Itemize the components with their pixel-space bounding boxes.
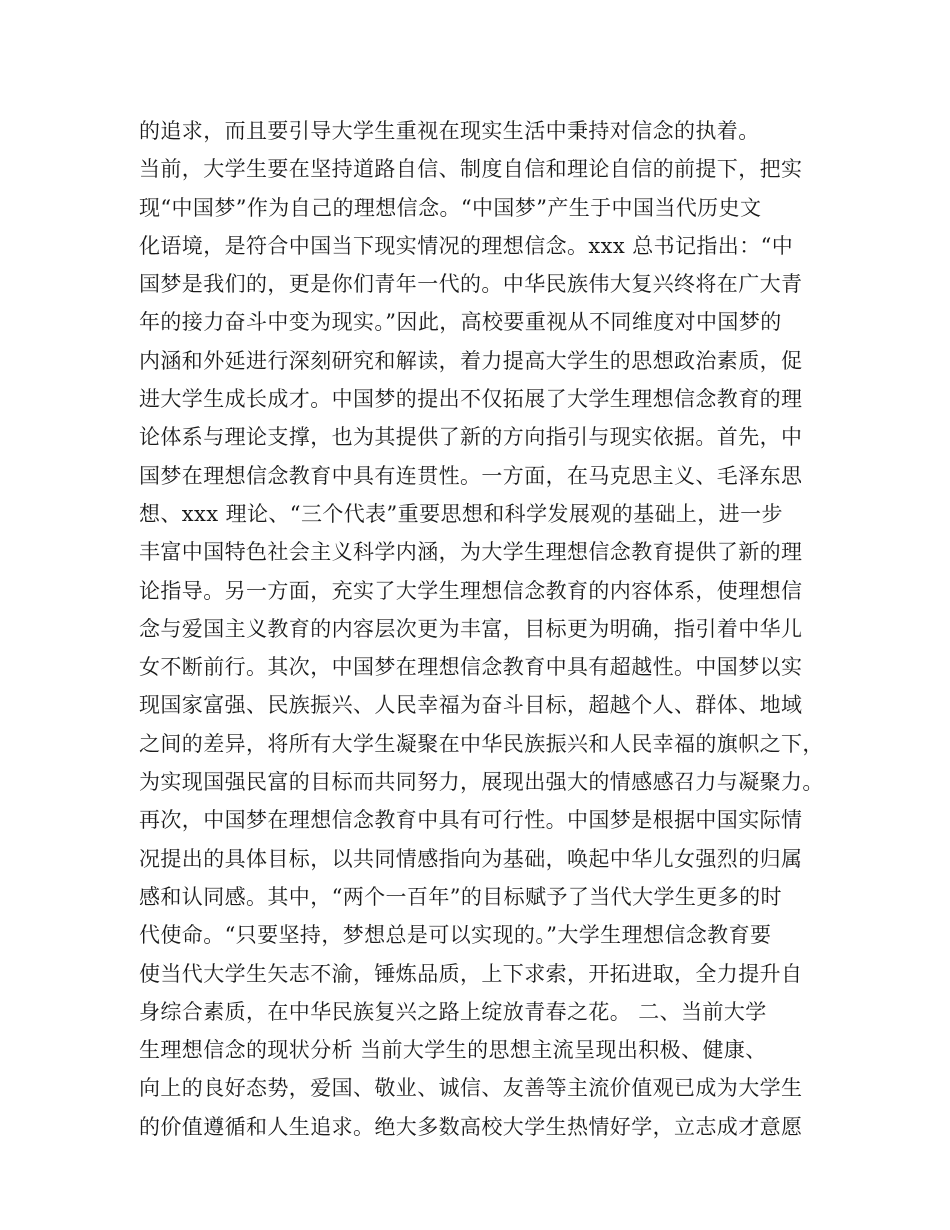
text-line: 的价值遵循和人生追求。绝大多数高校大学生热情好学，立志成才意愿 bbox=[139, 1114, 803, 1139]
text-line: 的追求，而且要引导大学生重视在现实生活中秉持对信念的执着。 bbox=[139, 119, 760, 143]
text-line: 况提出的具体目标，以共同情感指向为基础，唤起中华儿女强烈的归属 bbox=[139, 846, 803, 871]
text-line: 当前，大学生要在坚持道路自信、制度自信和理论自信的前提下，把实 bbox=[139, 157, 803, 182]
text-line: 论指导。另一方面，充实了大学生理想信念教育的内容体系，使理想信 bbox=[139, 578, 803, 603]
text-line: 之间的差异，将所有大学生凝聚在中华民族振兴和人民幸福的旗帜之下， bbox=[139, 731, 824, 756]
text-line: 身综合素质，在中华民族复兴之路上绽放青春之花。 二、当前大学 bbox=[139, 999, 767, 1024]
text-line: 国梦是我们的，更是你们青年一代的。中华民族伟大复兴终将在广大青 bbox=[139, 272, 803, 297]
text-line: 念与爱国主义教育的内容层次更为丰富，目标更为明确，指引着中华儿 bbox=[139, 616, 803, 641]
text-line: 女不断前行。其次，中国梦在理想信念教育中具有超越性。中国梦以实 bbox=[139, 655, 803, 680]
text-line: 想、xxx 理论、“三个代表”重要思想和科学发展观的基础上，进一步 bbox=[139, 501, 783, 526]
text-line: 国梦在理想信念教育中具有连贯性。一方面，在马克思主义、毛泽东思 bbox=[139, 463, 803, 488]
text-line: 生理想信念的现状分析 当前大学生的思想主流呈现出积极、健康、 bbox=[139, 1038, 767, 1063]
text-line: 丰富中国特色社会主义科学内涵，为大学生理想信念教育提供了新的理 bbox=[139, 540, 803, 565]
text-line: 现国家富强、民族振兴、人民幸福为奋斗目标，超越个人、群体、地域 bbox=[139, 693, 803, 718]
text-line: 感和认同感。其中，“两个一百年”的目标赋予了当代大学生更多的时 bbox=[139, 884, 782, 909]
text-line: 向上的良好态势，爱国、敬业、诚信、友善等主流价值观已成为大学生 bbox=[139, 1076, 803, 1101]
text-line: 使当代大学生矢志不渝，锤炼品质，上下求索，开拓进取，全力提升自 bbox=[139, 961, 803, 986]
text-line: 化语境，是符合中国当下现实情况的理想信念。xxx 总书记指出：“中 bbox=[139, 233, 794, 258]
text-line: 年的接力奋斗中变为现实。”因此，高校要重视从不同维度对中国梦的 bbox=[139, 310, 782, 335]
text-line: 内涵和外延进行深刻研究和解读，着力提高大学生的思想政治素质，促 bbox=[139, 348, 803, 373]
body-text bbox=[139, 112, 829, 1146]
text-line: 代使命。“只要坚持，梦想总是可以实现的。”大学生理想信念教育要 bbox=[139, 923, 772, 948]
text-line: 再次，中国梦在理想信念教育中具有可行性。中国梦是根据中国实际情 bbox=[139, 808, 803, 833]
text-line: 现“中国梦”作为自己的理想信念。“中国梦”产生于中国当代历史文 bbox=[139, 195, 762, 220]
text-line: 为实现国强民富的目标而共同努力，展现出强大的情感感召力与凝聚力。 bbox=[139, 770, 824, 795]
text-line: 论体系与理论支撑，也为其提供了新的方向指引与现实依据。首先，中 bbox=[139, 425, 803, 450]
text-line: 进大学生成长成才。中国梦的提出不仅拓展了大学生理想信念教育的理 bbox=[139, 387, 803, 412]
